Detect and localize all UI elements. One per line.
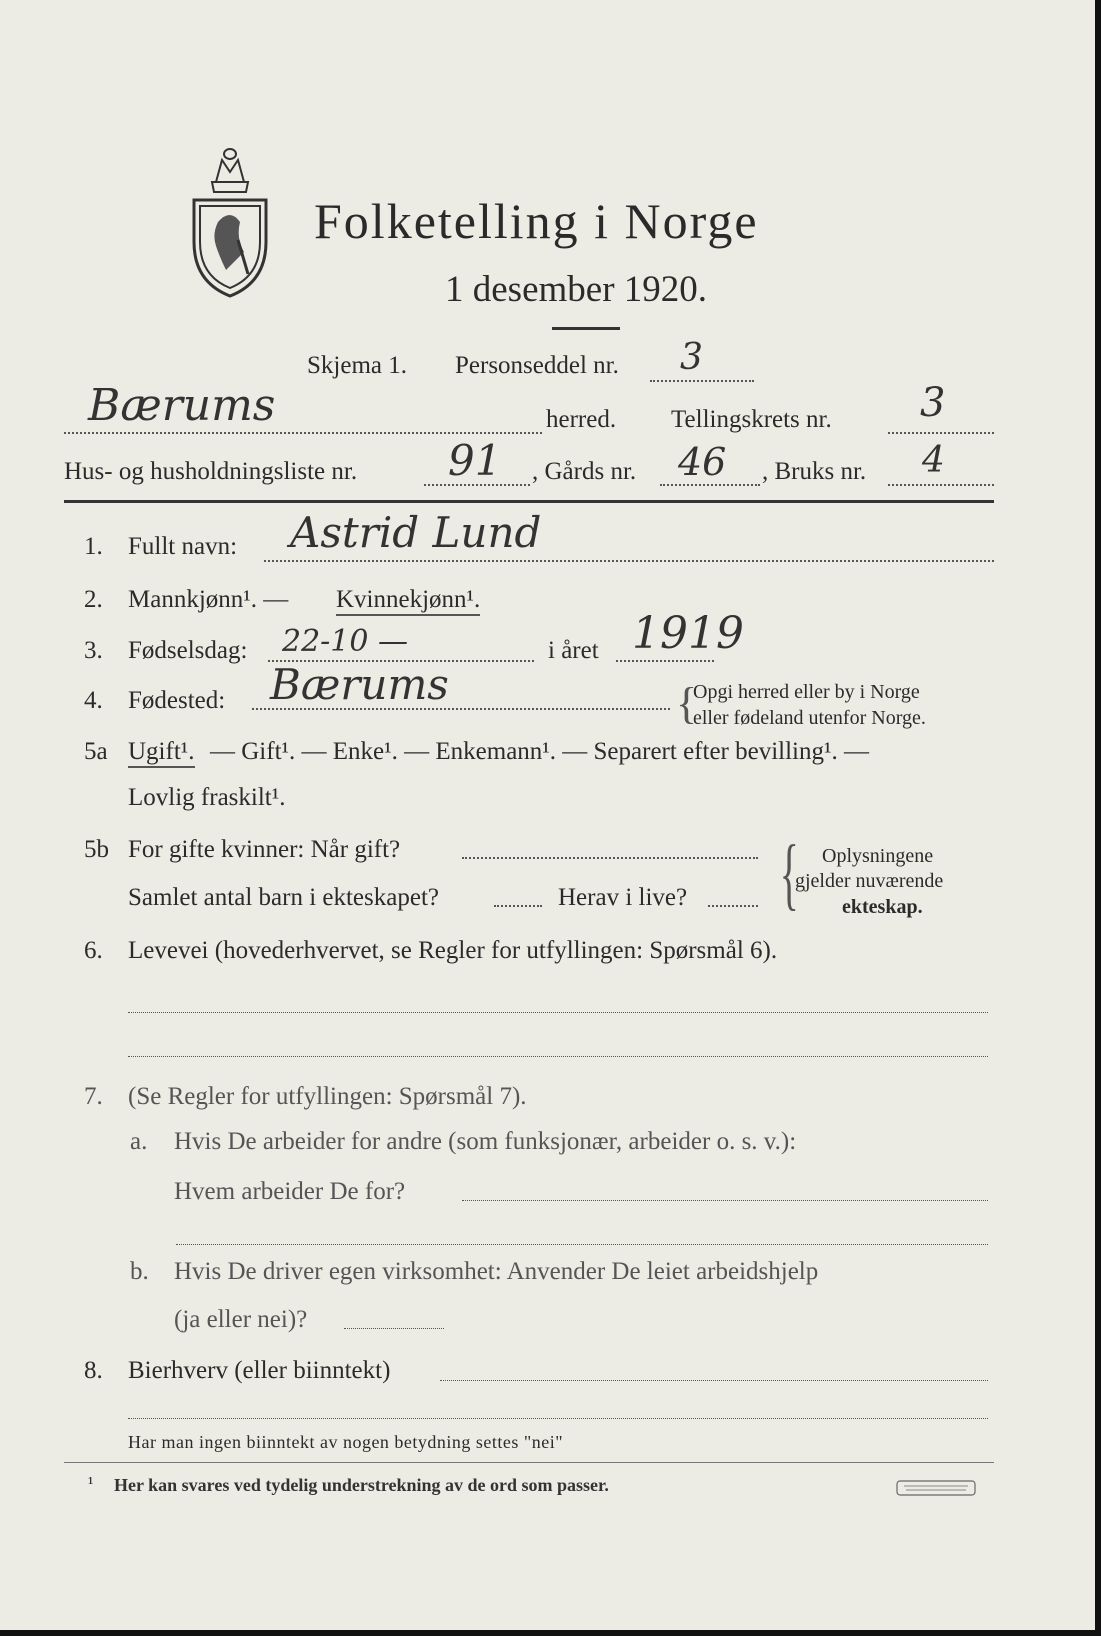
occupation-field-2[interactable] — [128, 1056, 988, 1057]
skjema-label: Skjema 1. — [307, 352, 407, 379]
employer-label: Hvem arbeider De for? — [174, 1178, 406, 1205]
q4-number: 4. — [84, 687, 103, 714]
footnote-text: Her kan svares ved tydelig understrekning av de ord som passer. — [114, 1475, 609, 1495]
divider — [552, 327, 620, 330]
hired-help-field[interactable] — [344, 1328, 444, 1329]
brace-large: { — [779, 830, 799, 918]
q2-number: 2. — [84, 586, 103, 613]
children-total-label: Samlet antal barn i ekteskapet? — [128, 884, 439, 911]
birthplace-label: Fødested: — [128, 687, 226, 714]
employer-field-2[interactable] — [176, 1244, 988, 1245]
children-alive-label: Herav i live? — [558, 884, 688, 911]
children-alive-field[interactable] — [708, 905, 758, 907]
bruks-value: 4 — [922, 440, 945, 481]
side-income-field[interactable] — [440, 1380, 988, 1381]
q5a-number: 5a — [84, 738, 108, 765]
personseddel-field[interactable] — [650, 380, 754, 382]
gards-value: 46 — [678, 440, 727, 484]
printer-stamp-icon — [896, 1480, 976, 1496]
marriage-note-3: ekteskap. — [842, 896, 923, 918]
husliste-value: 91 — [448, 436, 502, 485]
herred-value: Bærums — [88, 380, 276, 431]
birthplace-note-1: Opgi herred eller by i Norge — [693, 681, 920, 703]
tellingskrets-field[interactable] — [888, 432, 994, 434]
bruks-label: , Bruks nr. — [762, 458, 867, 485]
q7b-text: Hvis De driver egen virksomhet: Anvender De leiet arbeidshjelp — [174, 1258, 819, 1285]
side-income-field-2[interactable] — [128, 1418, 988, 1419]
q3-number: 3. — [84, 637, 103, 664]
q1-label: Fullt navn: — [128, 533, 238, 560]
marital-options[interactable]: — Gift¹. — Enke¹. — Enkemann¹. — Separert efter bevilling¹. — — [210, 738, 869, 765]
occupation-label: Levevei (hovederhvervet, se Regler for utfyllingen: Spørsmål 6). — [128, 937, 778, 964]
hired-help-label: (ja eller nei)? — [174, 1306, 308, 1333]
personseddel-label: Personseddel nr. — [455, 352, 619, 379]
q7-label: (Se Regler for utfyllingen: Spørsmål 7). — [128, 1083, 527, 1110]
occupation-field-1[interactable] — [128, 1012, 988, 1013]
q7-number: 7. — [84, 1083, 103, 1110]
when-married-field[interactable] — [462, 857, 758, 859]
when-married-label: For gifte kvinner: Når gift? — [128, 836, 401, 863]
marriage-note-2: gjelder nuværende — [795, 870, 944, 892]
full-name-value: Astrid Lund — [290, 508, 542, 557]
footnote-divider — [64, 1462, 994, 1463]
employer-field[interactable] — [462, 1200, 988, 1201]
personseddel-value: 3 — [680, 337, 703, 378]
q8-number: 8. — [84, 1357, 103, 1384]
full-name-field[interactable] — [264, 560, 994, 562]
form-title: Folketelling i Norge — [314, 193, 759, 249]
side-income-label: Bierhverv (eller biinntekt) — [128, 1357, 391, 1384]
female-option[interactable]: Kvinnekjønn¹. — [336, 586, 480, 616]
birthday-label: Fødselsdag: — [128, 637, 248, 664]
tellingskrets-value: 3 — [920, 380, 946, 426]
birth-year-field[interactable] — [616, 660, 714, 662]
footnote-mark: ¹ — [88, 1473, 94, 1493]
tellingskrets-label: Tellingskrets nr. — [671, 406, 832, 433]
birth-year-label: i året — [548, 637, 599, 664]
q5b-number: 5b — [84, 836, 109, 863]
coat-of-arms-icon — [186, 142, 274, 298]
birthday-value: 22-10 — — [282, 624, 409, 659]
birthplace-note-2: eller fødeland utenfor Norge. — [693, 707, 926, 729]
brace: { — [676, 679, 698, 728]
bruks-field[interactable] — [888, 484, 994, 486]
gards-label: , Gårds nr. — [532, 458, 637, 485]
divorced-option[interactable]: Lovlig fraskilt¹. — [128, 784, 286, 811]
male-option[interactable]: Mannkjønn¹. — — [128, 586, 289, 613]
q1-number: 1. — [84, 533, 103, 560]
gards-field[interactable] — [660, 484, 760, 486]
children-total-field[interactable] — [494, 905, 542, 907]
q6-number: 6. — [84, 937, 103, 964]
q7a-text: Hvis De arbeider for andre (som funksjonær, arbeider o. s. v.): — [174, 1128, 797, 1155]
marriage-note-1: Oplysningene — [822, 845, 934, 867]
side-income-note: Har man ingen biinntekt av nogen betydning settes "nei" — [128, 1432, 564, 1452]
q7b-label: b. — [130, 1258, 149, 1285]
birth-year-value: 1919 — [632, 608, 744, 659]
herred-field[interactable] — [64, 432, 542, 434]
q7a-label: a. — [130, 1128, 148, 1155]
husliste-label: Hus- og husholdningsliste nr. — [64, 458, 358, 485]
census-date: 1 desember 1920. — [445, 269, 708, 310]
birthplace-value: Bærums — [270, 660, 449, 709]
herred-label: herred. — [546, 406, 617, 433]
section-divider — [64, 500, 994, 503]
unmarried-option[interactable]: Ugift¹. — [128, 738, 195, 768]
